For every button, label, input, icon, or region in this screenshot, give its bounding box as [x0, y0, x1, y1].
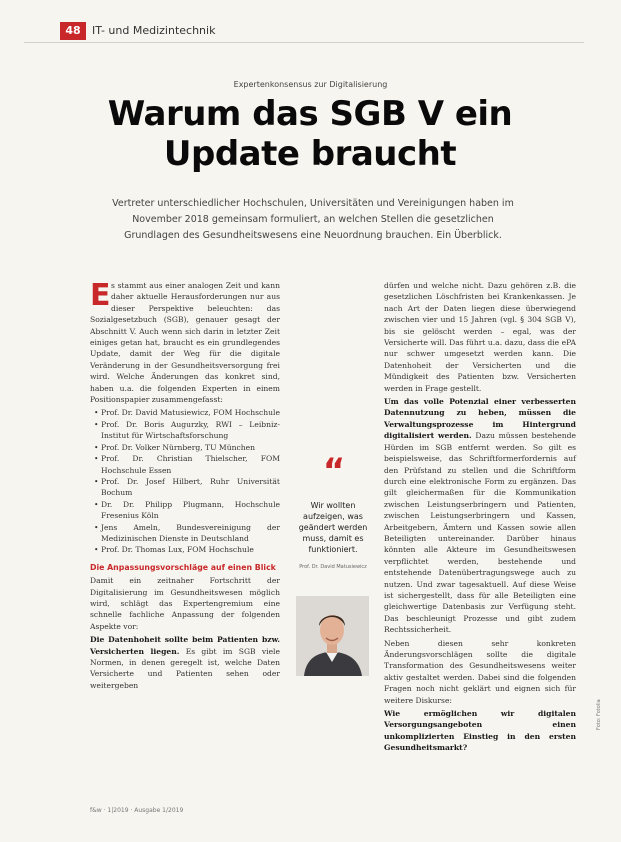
- expert-list: [90, 407, 280, 555]
- paragraph-text: Es gibt im SGB viele Normen, in denen geregelt ist, welche Daten Versicherte und Patienten sehen oder weitergeben: [90, 646, 280, 690]
- list-item: • Prof. Dr. Christian Thielscher, FOM Hochschule Essen: [95, 453, 280, 476]
- dropcap: E: [90, 278, 111, 313]
- paragraph: Neben diesen sehr konkreten Änderungsvorschlägen sollte die digitale Transformation des Gesundheitswesens weiter aktiv gestaltet werden. Dabei sind die folgenden Fragen noch nicht geklärt und eignen sich für weitere Diskurse:: [384, 638, 576, 705]
- section-label: IT- und Medizintechnik: [92, 24, 216, 37]
- footer: f&w · 1|2019 · Ausgabe 1/2019: [90, 807, 184, 814]
- intro-paragraph: [90, 280, 280, 405]
- kicker: Expertenkonsensus zur Digitalisierung: [233, 80, 388, 89]
- right-column: [384, 280, 576, 756]
- intro-text: s stammt aus einer analogen Zeit und kann daher aktuelle Herausforderungen nur aus dieser Perspektive beleuchten: das Sozialgesetzbuch (SGB), genauer gesagt der Abschnitt V. Auch wenn sich darin in letzter Zeit einiges getan hat, braucht es ein grundlegendes Update, damit der Weg für die digitale Veränderung in der Gesundheitsversorgung frei wird. Welche Änderungen das konkret sind, haben u.a. die folgenden Experten in einem Positionspapier zusammengefasst:: [90, 281, 280, 405]
- quote-mark-icon: “: [322, 451, 346, 491]
- quote-author: Prof. Dr. David Matusiewicz: [299, 564, 367, 570]
- paragraph: [384, 396, 576, 636]
- left-column: [90, 280, 280, 693]
- page-title: Warum das SGB V ein Update braucht: [107, 94, 513, 174]
- bold-lead: Die Datenhoheit sollte beim Patienten bzw. Versicherten liegen.: [90, 635, 280, 656]
- paragraph-text: Dazu müssen bestehende Hürden im SGB entfernt werden. So gilt es beispielsweise, das Schriftformerfordernis auf den Prüfstand zu stellen und die Schriftform durch eine elektronische Form zu ergänzen. Das gilt gleichermaßen für die Kommunikation zwischen Leistungserbringern und Patienten, zwischen Leistungserbringern und Kassen, Arbeitgebern, Ämtern und Kassen sowie allen Beteiligten untereinander. Darüber hinaus könnten alle Akteure im Gesundheitswesen verpflichtet werden, bestehende und entstehende Datenübertragungswege auch zu nutzen. Und zwar tagesaktuell. Auf diese Weise ist sichergestellt, dass für alle Beteiligten eine gleichwertige Datenbasis zur Verfügung steht. Das beschleunigt Prozesse und gibt zudem Rechtssicherheit.: [384, 431, 576, 635]
- list-item: • Dr. Dr. Philipp Plugmann, Hochschule Fresenius Köln: [95, 499, 280, 522]
- list-item: • Prof. Dr. Boris Augurzky, RWI – Leibniz-Institut für Wirtschaftsforschung: [95, 419, 280, 442]
- paragraph: dürfen und welche nicht. Dazu gehören z.B. die gesetzlichen Löschfristen bei Krankenkassen. Je nach Art der Daten liegen diese überwiegend zwischen vier und 15 Jahren (vgl. § 304 SGB V), bis sie gelöscht werden – egal, was der Versicherte will. Das führt u.a. dazu, dass die ePA nur schwer umgesetzt werden kann. Die Datenhoheit der Versicherten und die Mündigkeit des Patienten bzw. Versicherten werden in Frage gestellt.: [384, 281, 576, 393]
- portrait-image: [296, 596, 369, 676]
- list-item: • Prof. Dr. Josef Hilbert, Ruhr Universität Bochum: [95, 476, 280, 499]
- bold-question: Wie ermöglichen wir digitalen Versorgungsangeboten einen unkomplizierten Einstieg in den ersten Gesundheitsmarkt?: [384, 709, 576, 753]
- author-photo: [296, 596, 369, 676]
- lede: Vertreter unterschiedlicher Hochschulen, Universitäten und Vereinigungen haben im November 2018 gemeinsam formuliert, an welchen Stellen die gesetzlichen Grundlagen des Gesundheitswesens eine Neuordnung brauchen. Ein Überblick.: [112, 198, 514, 241]
- list-item: • Jens Ameln, Bundesvereinigung der Medizinischen Dienste in Deutschland: [95, 522, 280, 545]
- bold-lead: Um das volle Potenzial einer verbesserten Datennutzung zu heben, müssen die Verwaltungsprozesse im Hintergrund digitalisiert werden.: [384, 397, 576, 441]
- subhead: Die Anpassungsvorschläge auf einen Blick: [90, 562, 276, 572]
- photo-credit: Foto: Fotolia: [596, 699, 602, 730]
- paragraph: Damit ein zeitnaher Fortschritt der Digitalisierung im Gesundheitswesen möglich wird, schlägt das Expertengremium eine schnelle fachliche Anpassung der folgenden Aspekte vor:: [90, 576, 280, 631]
- list-item: • Prof. Dr. Thomas Lux, FOM Hochschule: [95, 544, 280, 555]
- list-item: • Prof. Dr. Volker Nürnberg, TU München: [95, 442, 280, 453]
- list-item: • Prof. Dr. David Matusiewicz, FOM Hochschule: [95, 407, 280, 418]
- page-number: 48: [60, 22, 86, 40]
- pull-quote: Wir wollten aufzeigen, was geändert werden muss, damit es funktioniert.: [298, 501, 368, 554]
- paragraph: [90, 634, 280, 691]
